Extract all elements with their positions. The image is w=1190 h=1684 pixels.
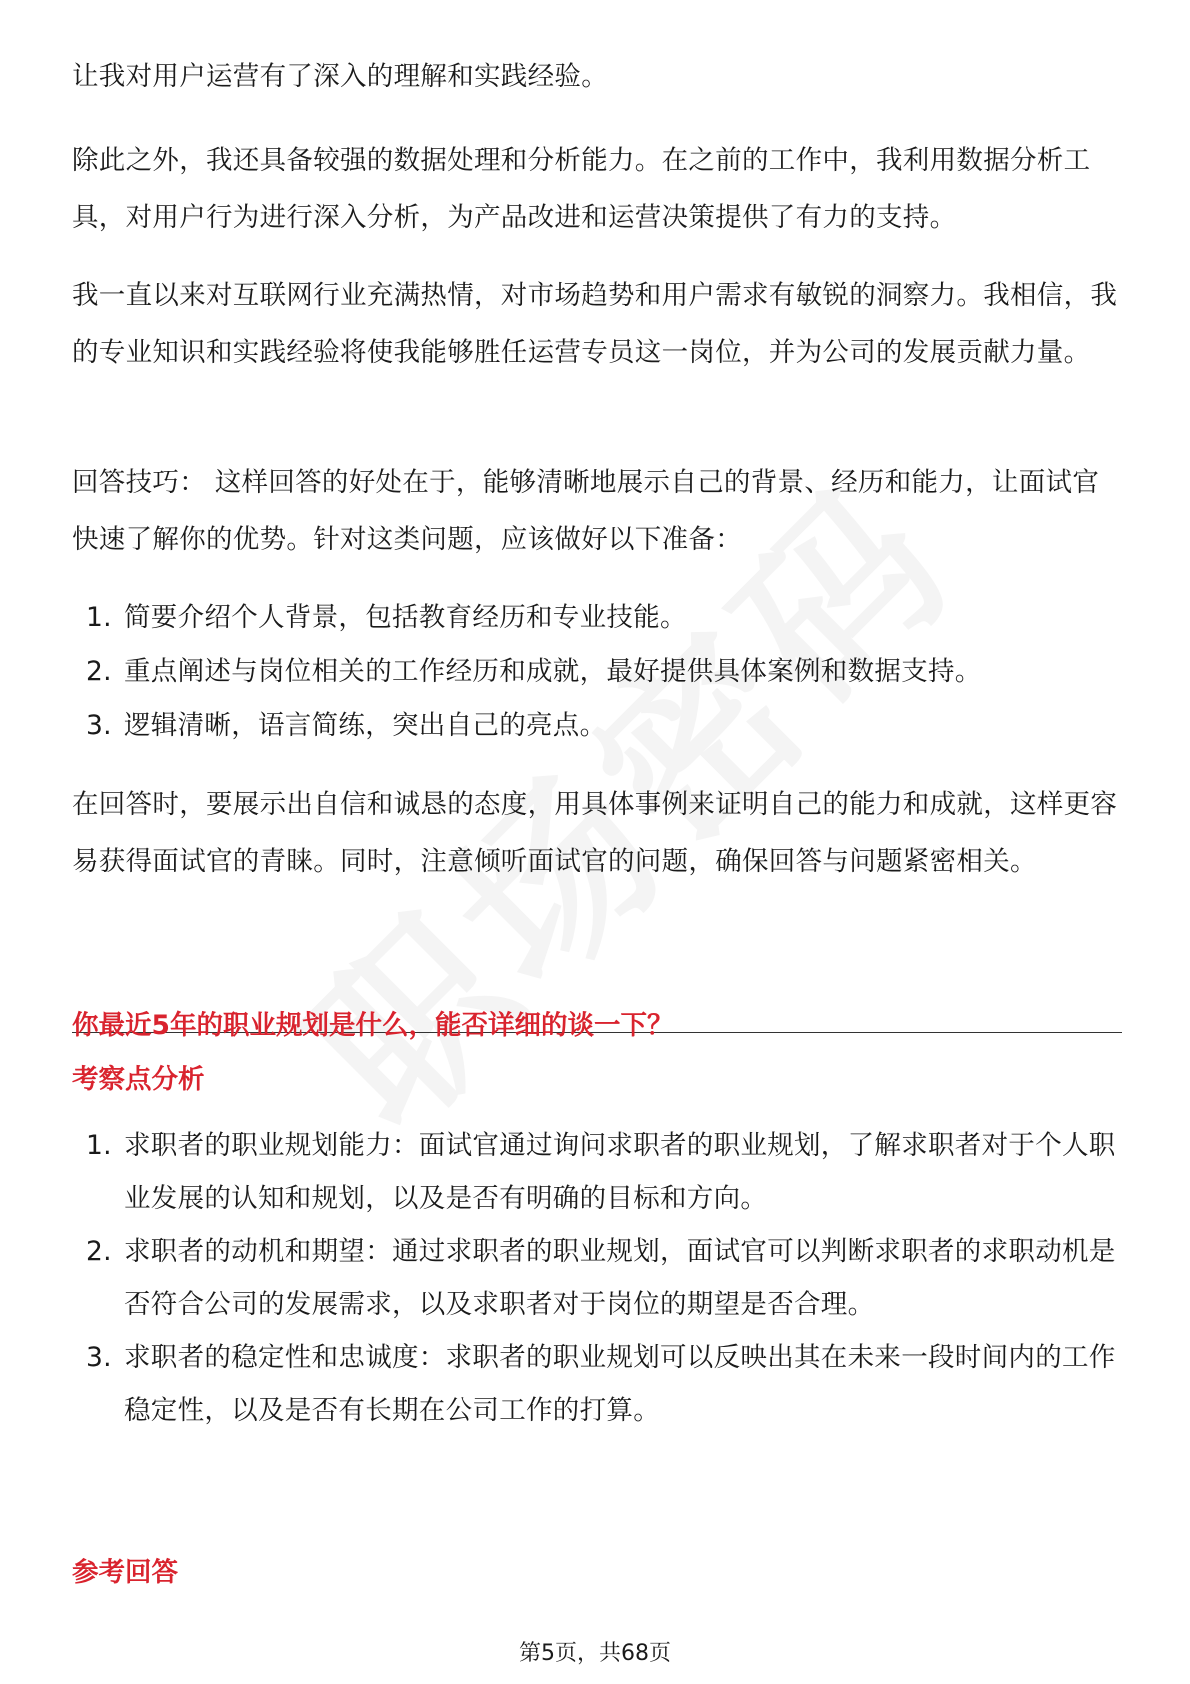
list-item [72, 1225, 1122, 1331]
list-number: 1. [86, 1130, 112, 1161]
list-item [72, 591, 1122, 645]
list-number: 2. [86, 656, 112, 687]
list-item-text: 求职者的动机和期望：通过求职者的职业规划，面试官可以判断求职者的求职动机是否符合公司的发展需求，以及求职者对于岗位的期望是否合理。 [124, 1236, 1116, 1320]
list-item [72, 699, 1122, 753]
list-item-text: 求职者的职业规划能力：面试官通过询问求职者的职业规划，了解求职者对于个人职业发展的认知和规划，以及是否有明确的目标和方向。 [124, 1130, 1116, 1214]
page-footer: 第5页，共68页 [519, 1641, 671, 1666]
list-number: 3. [86, 1342, 112, 1373]
list-number: 3. [86, 710, 112, 741]
list-number: 1. [86, 602, 112, 633]
paragraph-tips-intro: 回答技巧： 这样回答的好处在于，能够清晰地展示自己的背景、经历和能力，让面试官快速了解你的优势。针对这类问题，应该做好以下准备： [72, 467, 1100, 555]
list-number: 2. [86, 1236, 112, 1267]
list-item-text: 重点阐述与岗位相关的工作经历和成就，最好提供具体案例和数据支持。 [124, 656, 982, 687]
closing-paragraph: 在回答时，要展示出自信和诚恳的态度，用具体事例来证明自己的能力和成就，这样更容易获得面试官的青睐。同时，注意倾听面试官的问题，确保回答与问题紧密相关。 [72, 789, 1118, 877]
list-item-text: 逻辑清晰，语言简练，突出自己的亮点。 [124, 710, 607, 741]
paragraph-1: 让我对用户运营有了深入的理解和实践经验。 [72, 61, 608, 92]
list-item-text: 简要介绍个人背景，包括教育经历和专业技能。 [124, 602, 687, 633]
tips-list [72, 591, 1122, 753]
reference-heading: 参考回答 [72, 1557, 178, 1588]
list-item-text: 求职者的稳定性和忠诚度：求职者的职业规划可以反映出其在未来一段时间内的工作稳定性，以及是否有长期在公司工作的打算。 [124, 1342, 1116, 1426]
question-title: 你最近5年的职业规划是什么，能否详细的谈一下？ [72, 1010, 674, 1041]
paragraph-2: 除此之外，我还具备较强的数据处理和分析能力。在之前的工作中，我利用数据分析工具，对用户行为进行深入分析，为产品改进和运营决策提供了有力的支持。 [72, 145, 1091, 233]
list-item [72, 1331, 1122, 1437]
list-item [72, 645, 1122, 699]
analysis-heading: 考察点分析 [72, 1064, 205, 1095]
paragraph-3: 我一直以来对互联网行业充满热情，对市场趋势和用户需求有敏锐的洞察力。我相信，我的专业知识和实践经验将使我能够胜任运营专员这一岗位，并为公司的发展贡献力量。 [72, 280, 1118, 368]
list-item [72, 1119, 1122, 1225]
analysis-list [72, 1119, 1122, 1437]
